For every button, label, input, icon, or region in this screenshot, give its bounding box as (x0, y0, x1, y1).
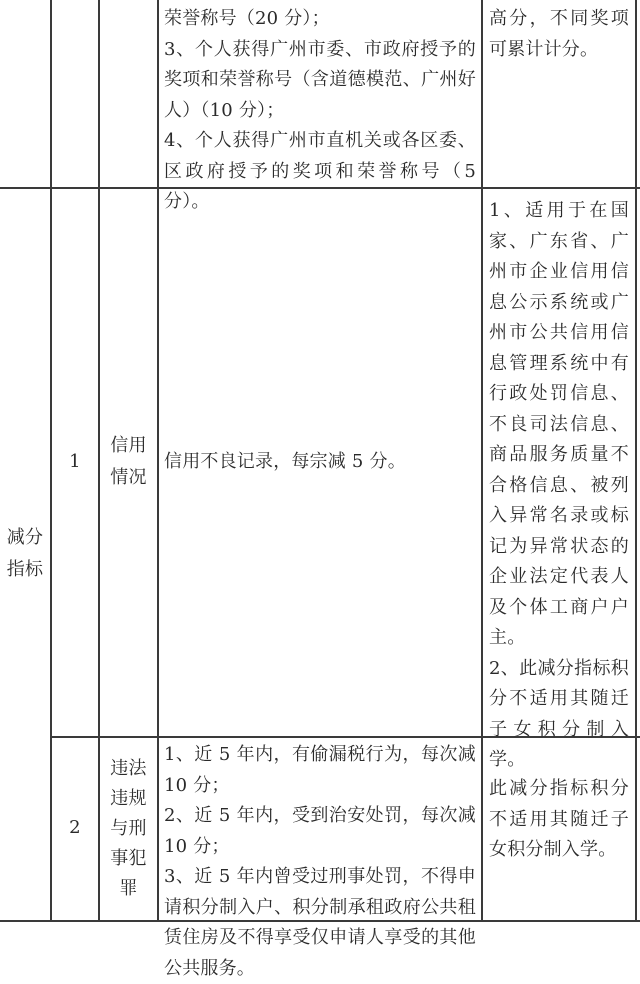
row2-item-label: 违法违规与刑事犯罪 (110, 757, 147, 899)
row1-criteria-text: 信用不良记录，每宗减 5 分。 (164, 450, 406, 472)
row2-number: 2 (69, 817, 81, 839)
row1-remark-2: 2、此减分指标积分不适用其随迁子女积分制入学。 (489, 657, 629, 770)
row1-criteria-cell (164, 188, 476, 736)
row1-number-cell (52, 188, 98, 736)
row2-remark-cell (489, 774, 629, 866)
col-divider-4 (481, 0, 483, 921)
top-remark-cell (489, 4, 629, 65)
row2-criteria-1: 1、近 5 年内，有偷漏税行为，每次减 10 分； (164, 744, 476, 796)
category-label: 减分指标 (6, 527, 44, 580)
top-criteria-line-3: 4、个人获得广州市直机关或各区委、区政府授予的奖项和荣誉称号（5 分）。 (164, 130, 476, 212)
category-cell (4, 188, 46, 920)
top-criteria-cell (164, 4, 476, 218)
row1-remark-1: 1、适用于在国家、广东省、广州市企业信用信息公示系统或广州市公共信用信息管理系统中有行政处罚信息、不良司法信息、商品服务质量不合格信息、被列入异常名录或标记为异常状态的企业法定代表人及个体工商户户主。 (489, 200, 629, 648)
row1-item-cell (100, 188, 157, 736)
row1-item-label: 信用情况 (110, 435, 147, 488)
row2-criteria-cell (164, 740, 476, 984)
top-criteria-line-1: 荣誉称号（20 分）； (164, 8, 330, 29)
row2-number-cell (52, 737, 98, 920)
row2-criteria-3: 3、近 5 年内曾受过刑事处罚，不得申请积分制入户、积分制承租政府公共租赁住房及不得享受仅申请人享受的其他公共服务。 (164, 866, 476, 979)
top-criteria-line-2: 3、个人获得广州市委、市政府授予的奖项和荣誉称号（含道德模范、广州好人）（10 分）； (164, 38, 476, 121)
row2-criteria-2: 2、近 5 年内，受到治安处罚，每次减 10 分； (164, 805, 476, 857)
col-divider-right (635, 0, 637, 921)
row2-remark-text: 此减分指标积分不适用其随迁子女积分制入学。 (489, 778, 629, 860)
col-divider-3 (157, 0, 159, 921)
row1-remark-cell (489, 196, 629, 776)
row2-item-cell (100, 737, 157, 920)
top-remark-text: 高分，不同奖项可累计计分。 (489, 8, 629, 60)
row1-number: 1 (69, 450, 81, 472)
